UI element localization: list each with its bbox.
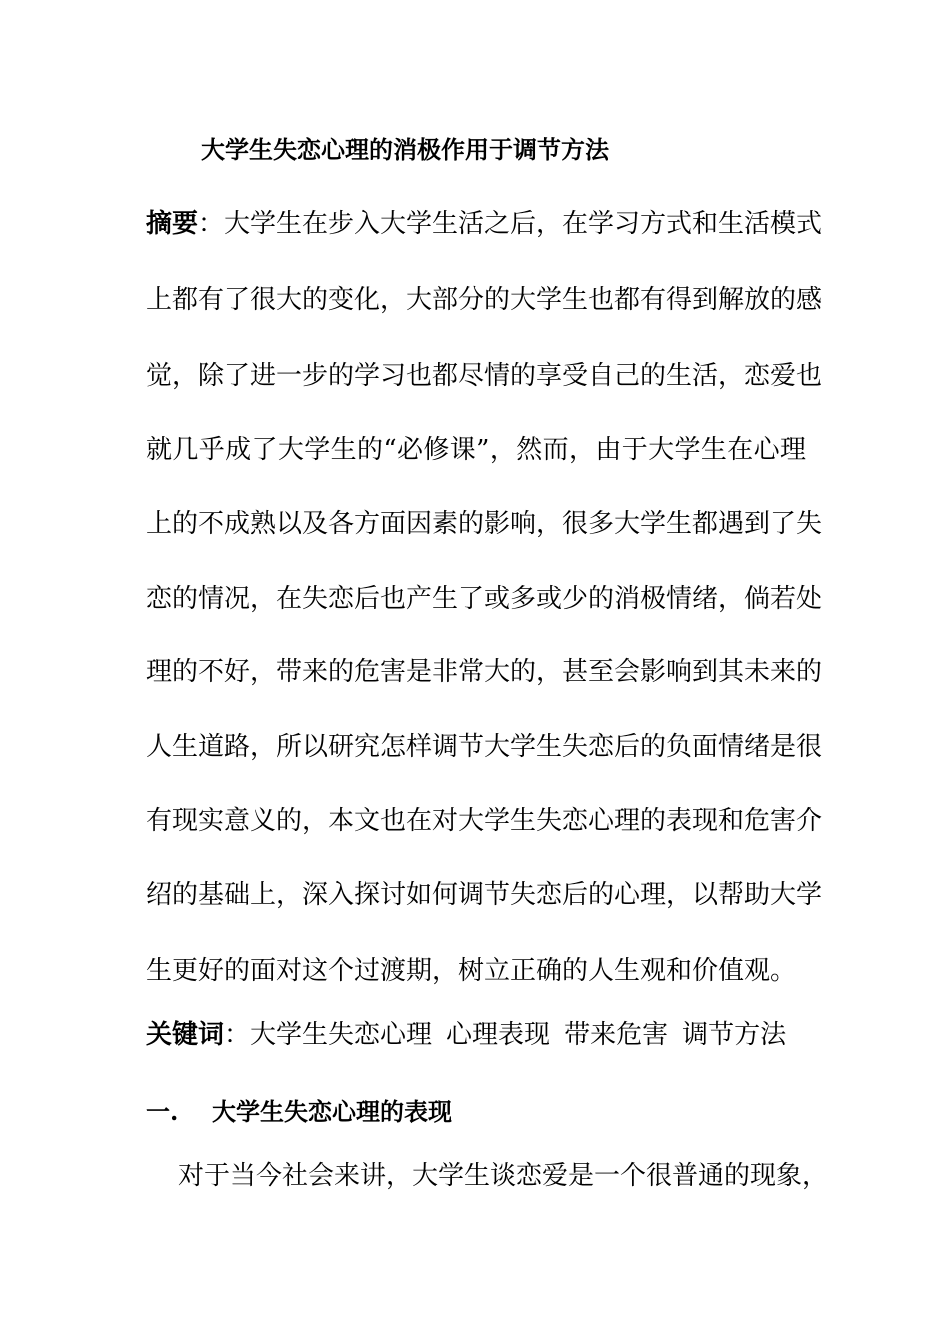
abstract-line-7: 理的不好，带来的危害是非常大的，甚至会影响到其未来的 xyxy=(146,657,823,687)
keywords-separator: ： xyxy=(224,1020,251,1050)
section-heading xyxy=(146,1092,452,1132)
keywords-line xyxy=(146,1015,786,1055)
section-title: 大学生失恋心理的表现 xyxy=(212,1097,452,1126)
keyword-item: 调节方法 xyxy=(682,1020,787,1050)
abstract-line-1 xyxy=(146,204,823,244)
body-paragraph-line: 对于当今社会来讲，大学生谈恋爱是一个很普通的现象， xyxy=(178,1161,829,1191)
abstract-line-9: 有现实意义的，本文也在对大学生失恋心理的表现和危害介 xyxy=(146,806,823,836)
abstract-line-5: 上的不成熟以及各方面因素的影响，很多大学生都遇到了失 xyxy=(146,509,823,539)
keyword-item: 大学生失恋心理 xyxy=(250,1020,433,1050)
document-title: 大学生失恋心理的消极作用于调节方法 xyxy=(201,135,609,164)
abstract-line-8: 人生道路，所以研究怎样调节大学生失恋后的负面情绪是很 xyxy=(146,732,823,762)
abstract-line-10: 绍的基础上，深入探讨如何调节失恋后的心理，以帮助大学 xyxy=(146,880,823,910)
keyword-item: 带来危害 xyxy=(564,1020,669,1050)
abstract-line-3: 觉，除了进一步的学习也都尽情的享受自己的生活，恋爱也 xyxy=(146,361,823,391)
section-number: 一. xyxy=(146,1097,179,1126)
keywords-label: 关键词 xyxy=(146,1020,225,1050)
abstract-label: 摘要 xyxy=(146,209,199,239)
keyword-item: 心理表现 xyxy=(446,1020,551,1050)
abstract-line-11: 生更好的面对这个过渡期，树立正确的人生观和价值观。 xyxy=(146,956,797,986)
abstract-line-4: 就几乎成了大学生的“必修课”，然而，由于大学生在心理 xyxy=(146,435,806,465)
abstract-line-1-text: ：大学生在步入大学生活之后，在学习方式和生活模式 xyxy=(198,209,823,239)
abstract-line-2: 上都有了很大的变化，大部分的大学生也都有得到解放的感 xyxy=(146,285,823,315)
abstract-line-6: 恋的情况，在失恋后也产生了或多或少的消极情绪，倘若处 xyxy=(146,584,823,614)
